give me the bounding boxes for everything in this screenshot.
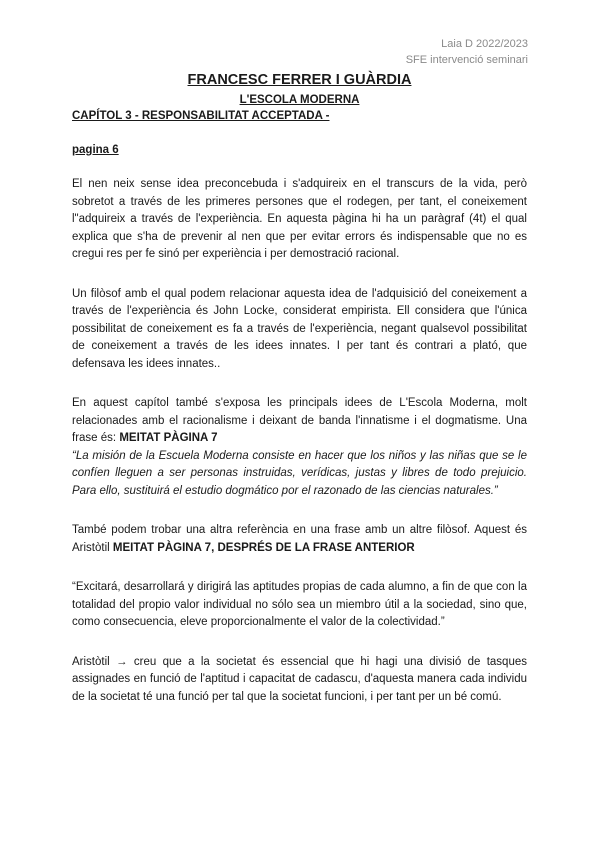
paragraph-6: Aristòtil → creu que a la societat és essencial que hi hagi una divisió de tasques assignades en funció de l'aptitud i capacitat de cadascu, d'aquesta manera cada individu de la societat té una funció per tal que la societat funcioni, i per tant per un bé comú. bbox=[72, 655, 527, 703]
course-line: SFE intervenció seminari bbox=[405, 54, 528, 66]
paragraph-5-quote: “Excitará, desarrollará y dirigirá las aptitudes propias de cada alumno, a fin de que con la totalidad del propio valor individual no sólo sea un miembro útil a la sociedad, sino que, como consecuencia, eleve proporcionalmente el valor de la colectividad.” bbox=[72, 581, 527, 628]
paragraph-4 bbox=[72, 522, 527, 557]
chapter-heading: CAPÍTOL 3 - RESPONSABILITAT ACCEPTADA - bbox=[72, 110, 330, 122]
paragraph-4-reference: MEITAT PÀGINA 7, DESPRÉS DE LA FRASE ANTERIOR bbox=[112, 541, 415, 554]
quote-escuela-moderna: “La misión de la Escuela Moderna consiste en hacer que los niños y las niñas que se le confíen lleguen a ser personas instruidas, verídicas, justas y libres de todo prejuicio. Para ello, sustituirá el estudio dogmático por el razonado de las ciencias naturales.” bbox=[72, 449, 527, 497]
page-reference: pagina 6 bbox=[72, 144, 119, 156]
paragraph-3 bbox=[72, 395, 527, 448]
author-line: Laia D 2022/2023 bbox=[441, 38, 528, 50]
paragraph-4-text: També podem trobar una altra referència en una frase amb un altre filòsof. Aquest és Aristòtil bbox=[72, 524, 527, 554]
paragraph-2: Un filòsof amb el qual podem relacionar aquesta idea de l'adquisició del coneixement a través de l'experiència és John Locke, considerat empirista. Ell considera que l'única possibilitat de coneixement es fa a través de l'experiència, negant qualsevol possibilitat de coneixement a través de les idees innates. I per tant és contrari a plató, que defensava les idees innates.. bbox=[72, 287, 527, 370]
paragraph-1: El nen neix sense idea preconcebuda i s'adquireix en el transcurs de la vida, però sobretot a través de les primeres persones que el rodegen, per tant, el coneixement l"adquireix a través de l'experiència. En aquesta pàgina hi ha un paràgraf (4t) el qual explica que s'ha de prevenir al nen que per evitar errors és indispensable que no es cregui res per fe sinó per experiència i per demostració racional. bbox=[72, 178, 527, 260]
document-title: FRANCESC FERRER I GUÀRDIA bbox=[187, 72, 412, 88]
document-body bbox=[72, 70, 527, 706]
document-header bbox=[406, 36, 528, 68]
paragraph-3-reference: MEITAT PÀGINA 7 bbox=[119, 432, 218, 444]
document-subtitle: L'ESCOLA MODERNA bbox=[239, 94, 360, 106]
paragraph-3-text: En aquest capítol també s'exposa les principals idees de L'Escola Moderna, molt relacionades amb el racionalisme i deixant de banda l'innatisme i el dogmatisme. Una frase és: bbox=[72, 397, 527, 444]
